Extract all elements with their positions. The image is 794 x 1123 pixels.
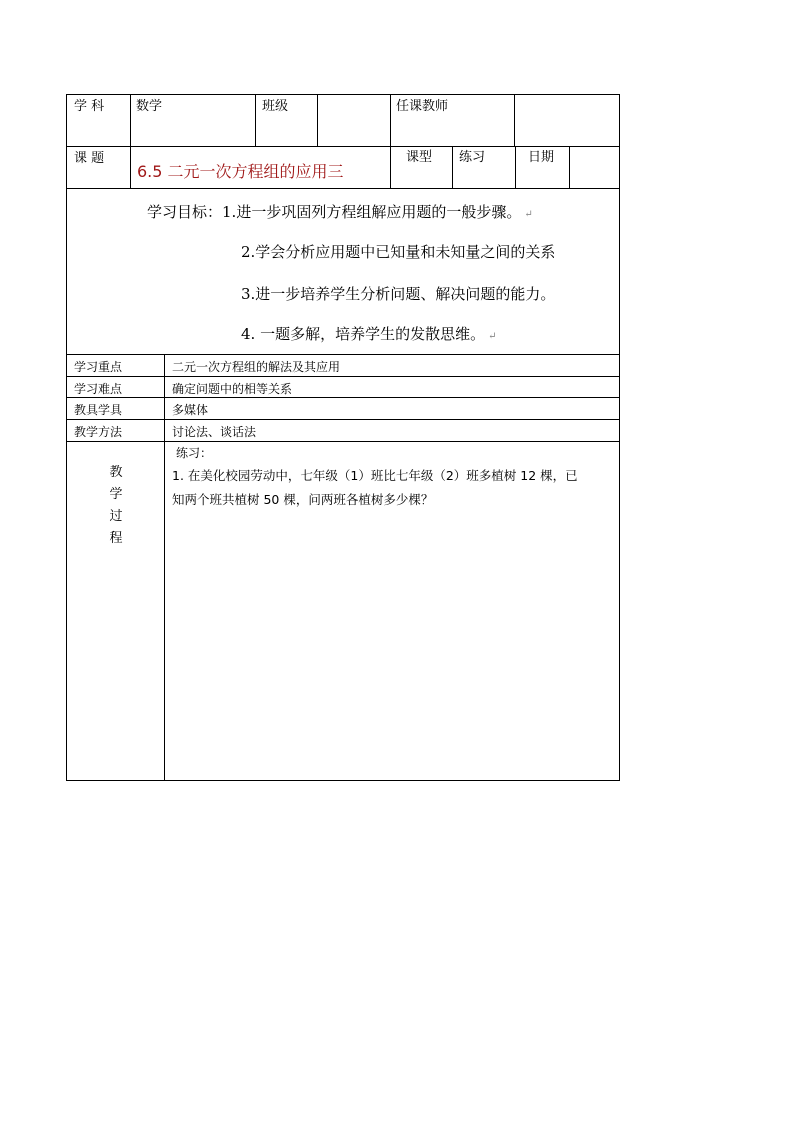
exercise-heading: 练习： <box>176 446 213 460</box>
class-label: 班级 <box>262 99 289 114</box>
col-divider-info <box>164 354 165 781</box>
process-char-4: 程 <box>109 531 123 546</box>
problem-line-1: 1. 在美化校园劳动中，七年级（1）班比七年级（2）班多植树 12 棵，已 <box>172 468 578 483</box>
topic-title: 6.5 二元一次方程组的应用三 <box>137 162 344 181</box>
process-char-3: 过 <box>109 509 123 524</box>
goals-heading: 学习目标： <box>147 203 223 221</box>
table-border-bottom <box>66 780 620 781</box>
lesson-type-label: 课型 <box>406 150 433 165</box>
row-divider-6 <box>66 419 620 420</box>
row-divider-7 <box>66 441 620 442</box>
table-border-right <box>619 94 620 781</box>
paragraph-mark-icon: ↵ <box>488 331 497 342</box>
info-label-tools: 教具学具 <box>74 403 123 417</box>
subject-value: 数学 <box>136 99 163 114</box>
process-label <box>104 462 128 550</box>
process-char-2: 学 <box>109 487 123 502</box>
topic-label: 课 题 <box>74 151 105 166</box>
problem-line-2: 知两个班共植树 50 棵，问两班各植树多少棵？ <box>172 492 434 507</box>
col-divider-d <box>390 94 391 188</box>
process-char-1: 教 <box>109 465 123 480</box>
col-divider-b <box>255 94 256 146</box>
goal-item-1: 1.进一步巩固列方程组解应用题的一般步骤。 <box>222 203 522 221</box>
col-divider-e <box>514 94 515 146</box>
row-divider-4 <box>66 376 620 377</box>
goal-item-2: 2.学会分析应用题中已知量和未知量之间的关系 <box>241 243 556 261</box>
exercise-problem <box>165 460 618 520</box>
info-label-difficulties: 学习难点 <box>74 382 123 396</box>
col-divider-c <box>317 94 318 146</box>
topic-value-cell <box>131 148 389 187</box>
date-label: 日期 <box>528 150 555 165</box>
goal-line-4 <box>241 323 496 344</box>
table-border-top <box>66 94 620 95</box>
goal-item-4: 4. 一题多解，培养学生的发散思维。 <box>241 325 486 343</box>
learning-goals-block <box>67 189 619 354</box>
info-value-key-points: 二元一次方程组的解法及其应用 <box>172 360 341 374</box>
info-value-tools: 多媒体 <box>172 403 209 417</box>
info-label-key-points: 学习重点 <box>74 360 123 374</box>
goal-item-3: 3.进一步培养学生分析问题、解决问题的能力。 <box>241 285 556 303</box>
col-divider-g <box>515 146 516 188</box>
info-value-method: 讨论法、谈话法 <box>172 425 257 439</box>
goal-line-1 <box>147 201 533 222</box>
col-divider-h <box>569 146 570 188</box>
col-divider-f <box>452 146 453 188</box>
row-divider-5 <box>66 397 620 398</box>
info-label-method: 教学方法 <box>74 425 123 439</box>
subject-label: 学 科 <box>74 99 105 114</box>
row-divider-1 <box>66 146 620 147</box>
paragraph-mark-icon: ↵ <box>524 209 533 220</box>
teacher-label: 任课教师 <box>396 99 449 114</box>
lesson-type-value: 练习 <box>459 150 486 165</box>
info-value-difficulties: 确定问题中的相等关系 <box>172 382 293 396</box>
row-divider-3 <box>66 354 620 355</box>
